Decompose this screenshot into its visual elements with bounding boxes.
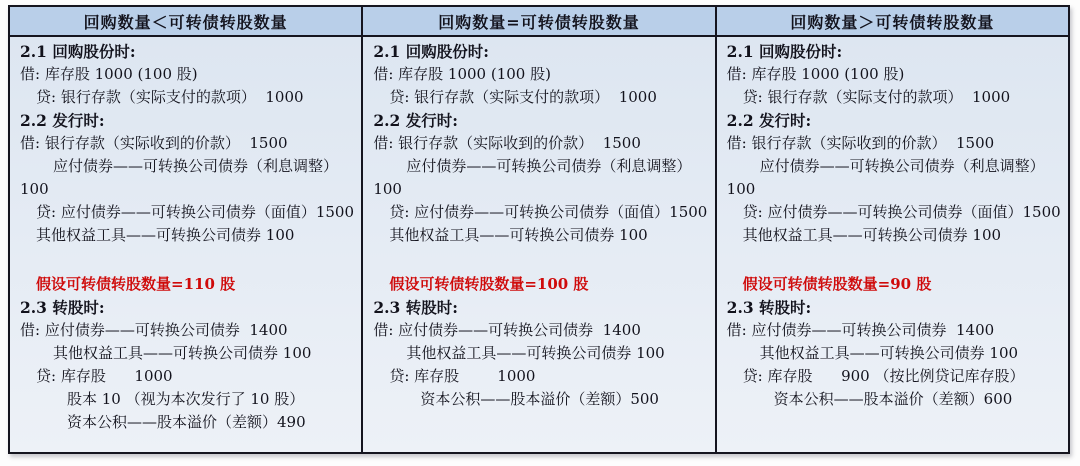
column-repurchase-greater-than bbox=[717, 7, 1068, 452]
column-header bbox=[10, 7, 361, 37]
entry-line: 应付债券——可转换公司债券（利息调整） bbox=[53, 157, 339, 175]
entry-line: 资本公积——股本溢价（差额）490 bbox=[67, 413, 306, 431]
column-header-label: 回购数量=可转债转股数量 bbox=[438, 12, 640, 32]
entry-line: 贷: 银行存款（实际支付的款项） 1000 bbox=[36, 88, 304, 106]
entry-line: 应付债券——可转换公司债券（利息调整） bbox=[406, 157, 692, 175]
entry-line: 100 bbox=[20, 180, 49, 198]
entry-line: 贷: 银行存款（实际支付的款项） 1000 bbox=[742, 88, 1011, 106]
column-body bbox=[717, 37, 1068, 452]
column-repurchase-equal bbox=[363, 7, 716, 452]
entry-line: 其他权益工具——可转换公司债券 100 bbox=[36, 226, 295, 244]
entry-line: 2.2 发行时: bbox=[726, 111, 812, 130]
entry-line: 贷: 应付债券——可转换公司债券（面值）1500 bbox=[389, 203, 708, 221]
entry-line: 资本公积——股本溢价（差额）500 bbox=[420, 390, 659, 408]
entry-line: 借: 银行存款（实际收到的价款） 1500 bbox=[20, 134, 288, 152]
column-repurchase-less-than bbox=[10, 7, 363, 452]
entry-line: 假设可转债转股数量=110 股 bbox=[36, 275, 236, 293]
spacer-line bbox=[20, 247, 355, 273]
entry-line: 借: 库存股 1000 (100 股) bbox=[726, 65, 905, 83]
entry-line: 贷: 应付债券——可转换公司债券（面值）1500 bbox=[742, 203, 1061, 221]
entry-line: 假设可转债转股数量=100 股 bbox=[389, 275, 589, 293]
entry-line: 2.3 转股时: bbox=[726, 298, 812, 317]
entry-line: 假设可转债转股数量=90 股 bbox=[742, 275, 932, 293]
entry-line: 其他权益工具——可转换公司债券 100 bbox=[389, 226, 648, 244]
column-body bbox=[363, 37, 714, 452]
column-body bbox=[10, 37, 361, 452]
entry-line: 借: 应付债券——可转换公司债券 1400 bbox=[373, 321, 641, 339]
spacer-line bbox=[727, 247, 1062, 273]
entry-line: 应付债券——可转换公司债券（利息调整） bbox=[759, 157, 1045, 175]
entry-line: 借: 应付债券——可转换公司债券 1400 bbox=[726, 321, 995, 339]
entry-line: 100 bbox=[373, 180, 402, 198]
entry-line: 贷: 库存股 1000 bbox=[36, 367, 173, 385]
entry-line: 借: 应付债券——可转换公司债券 1400 bbox=[20, 321, 288, 339]
entry-line: 2.2 发行时: bbox=[20, 111, 105, 130]
column-header bbox=[717, 7, 1068, 37]
entry-line: 2.3 转股时: bbox=[373, 298, 458, 317]
entry-line: 其他权益工具——可转换公司债券 100 bbox=[759, 344, 1019, 362]
entry-line: 资本公积——股本溢价（差额）600 bbox=[773, 390, 1013, 408]
spacer-line bbox=[373, 247, 708, 273]
entry-line: 2.1 回购股份时: bbox=[373, 42, 489, 61]
column-header bbox=[363, 7, 714, 37]
column-header-label: 回购数量＞可转债转股数量 bbox=[790, 12, 995, 32]
entry-line: 其他权益工具——可转换公司债券 100 bbox=[53, 344, 312, 362]
entry-line: 2.3 转股时: bbox=[20, 298, 105, 317]
entry-line: 2.2 发行时: bbox=[373, 111, 458, 130]
entry-line: 贷: 银行存款（实际支付的款项） 1000 bbox=[389, 88, 657, 106]
entry-line: 借: 库存股 1000 (100 股) bbox=[373, 65, 551, 83]
entry-line: 2.1 回购股份时: bbox=[726, 42, 843, 61]
entry-line: 借: 库存股 1000 (100 股) bbox=[20, 65, 198, 83]
entry-line: 借: 银行存款（实际收到的价款） 1500 bbox=[373, 134, 641, 152]
entry-line: 其他权益工具——可转换公司债券 100 bbox=[742, 226, 1002, 244]
entry-line: 其他权益工具——可转换公司债券 100 bbox=[406, 344, 665, 362]
entry-line: 股本 10 （视为本次发行了 10 股） bbox=[67, 390, 305, 408]
entry-line: 贷: 库存股 1000 bbox=[389, 367, 536, 385]
journal-entries-table bbox=[8, 5, 1070, 454]
entry-line: 借: 银行存款（实际收到的价款） 1500 bbox=[726, 134, 995, 152]
entry-line: 贷: 库存股 900 （按比例贷记库存股） bbox=[742, 367, 1025, 385]
column-header-label: 回购数量＜可转债转股数量 bbox=[83, 12, 288, 32]
entry-line: 100 bbox=[726, 180, 756, 198]
entry-line: 2.1 回购股份时: bbox=[20, 42, 136, 61]
entry-line: 贷: 应付债券——可转换公司债券（面值）1500 bbox=[36, 203, 354, 221]
